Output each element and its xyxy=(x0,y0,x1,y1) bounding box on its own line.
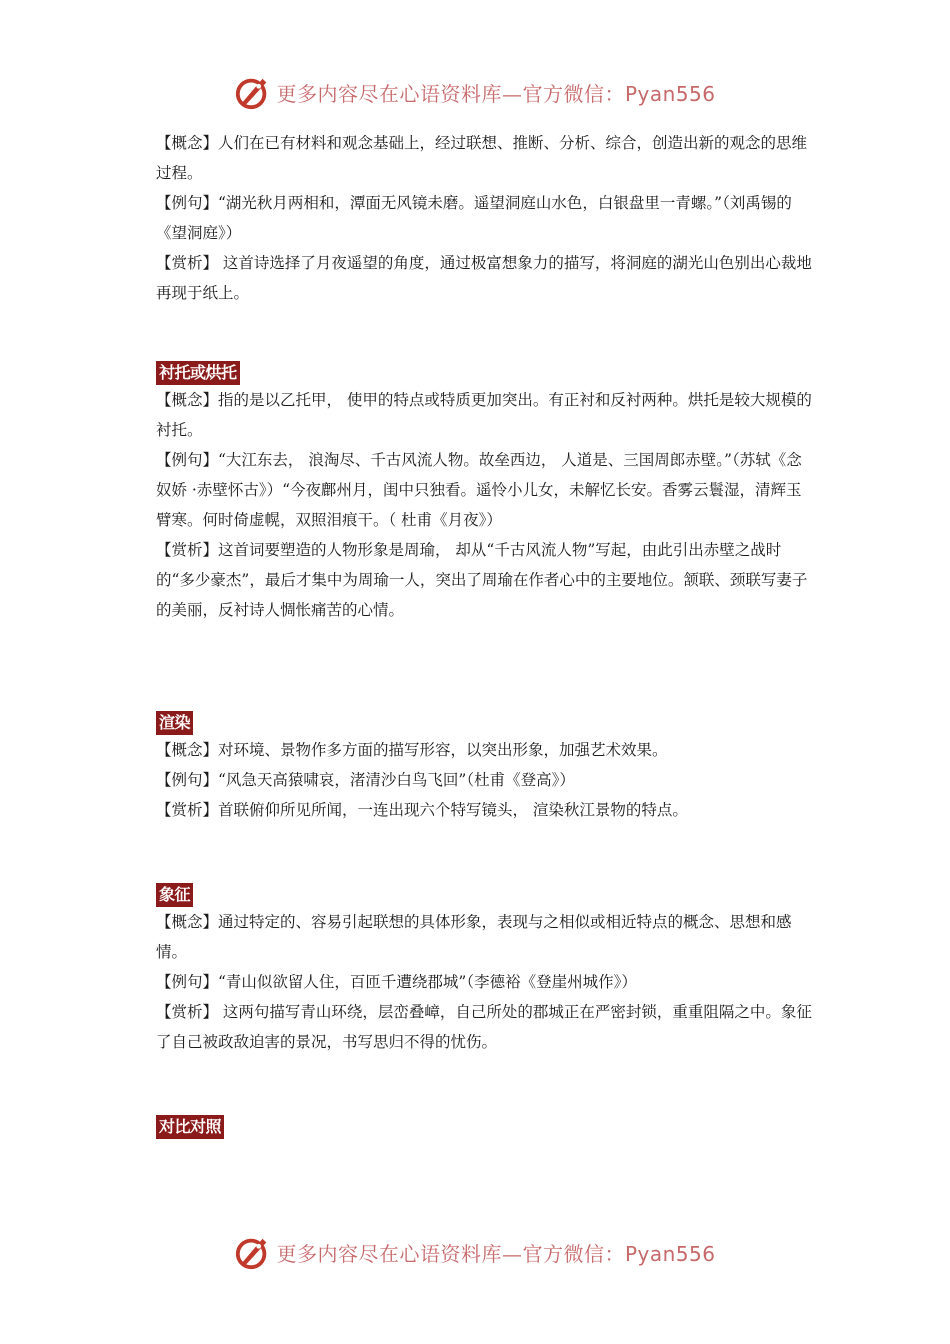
section-rendering xyxy=(156,711,816,825)
banner-wechat-id: Pyan556 xyxy=(624,81,716,106)
section-heading: 渲染 xyxy=(156,711,193,735)
banner-wechat-id: Pyan556 xyxy=(624,1241,716,1266)
analysis-text: 【赏析】 这两句描写青山环绕，层峦叠嶂，自己所处的郡城正在严密封锁，重重阻隔之中。象征了自己被政敌迫害的景况，书写思归不得的忧伤。 xyxy=(156,1003,812,1051)
example-text: 【例句】“青山似欲留人住，百匝千遭绕郡城”（李德裕《登崖州城作》） xyxy=(156,973,637,991)
banner-text xyxy=(276,78,715,107)
example-text: 【例句】“风急天高猿啸哀，渚清沙白鸟飞回”（杜甫《登高》） xyxy=(156,771,575,789)
pen-nib-logo-icon xyxy=(234,1233,272,1271)
footer-banner xyxy=(0,1230,950,1274)
analysis-text: 【赏析】首联俯仰所见所闻，一连出现六个特写镜头， 渲染秋江景物的特点。 xyxy=(156,801,688,819)
section-comparison xyxy=(156,1115,816,1139)
section-heading: 对比对照 xyxy=(156,1115,224,1139)
banner-main-text: 更多内容尽在心语资料库—官方微信： xyxy=(276,81,625,106)
section-heading: 衬托或烘托 xyxy=(156,361,240,385)
analysis-text: 【赏析】这首词要塑造的人物形象是周瑜， 却从“千古风流人物”写起，由此引出赤壁之战时的“多少豪杰”，最后才集中为周瑜一人，突出了周瑜在作者心中的主要地位。颔联、颈联写妻子的美丽，反衬诗人惆怅痛苦的心情。 xyxy=(156,541,808,619)
concept-text: 【概念】指的是以乙托甲， 使甲的特点或特质更加突出。有正衬和反衬两种。烘托是较大规模的衬托。 xyxy=(156,391,812,439)
concept-text: 【概念】对环境、景物作多方面的描写形容，以突出形象，加强艺术效果。 xyxy=(156,741,668,759)
header-banner xyxy=(0,70,950,114)
banner-main-text: 更多内容尽在心语资料库—官方微信： xyxy=(276,1241,625,1266)
section-symbolism xyxy=(156,883,816,1057)
concept-text: 【概念】人们在已有材料和观念基础上，经过联想、推断、分析、综合，创造出新的观念的思维过程。 xyxy=(156,134,808,182)
section-contrast-support xyxy=(156,361,816,625)
pen-nib-logo-icon xyxy=(234,73,272,111)
section-heading: 象征 xyxy=(156,883,193,907)
intro-block xyxy=(156,128,816,308)
example-text: 【例句】“大江东去， 浪淘尽、千古风流人物。故垒西边， 人道是、三国周郎赤壁。”（苏轼《念奴娇 ·赤壁怀古》）“今夜鄜州月，闺中只独看。遥怜小儿女，未解忆长安。香雾云鬟湿，清辉玉臂寒。何时倚虚幌，双照泪痕干。（ 杜甫《月夜》） xyxy=(156,451,802,529)
concept-text: 【概念】通过特定的、容易引起联想的具体形象，表现与之相似或相近特点的概念、思想和感情。 xyxy=(156,913,792,961)
example-text: 【例句】“湖光秋月两相和，潭面无风镜未磨。遥望洞庭山水色，白银盘里一青螺。”（刘禹锡的《望洞庭》） xyxy=(156,194,792,242)
analysis-text: 【赏析】 这首诗选择了月夜遥望的角度，通过极富想象力的描写，将洞庭的湖光山色别出心裁地再现于纸上。 xyxy=(156,254,812,302)
banner-text xyxy=(276,1238,715,1267)
